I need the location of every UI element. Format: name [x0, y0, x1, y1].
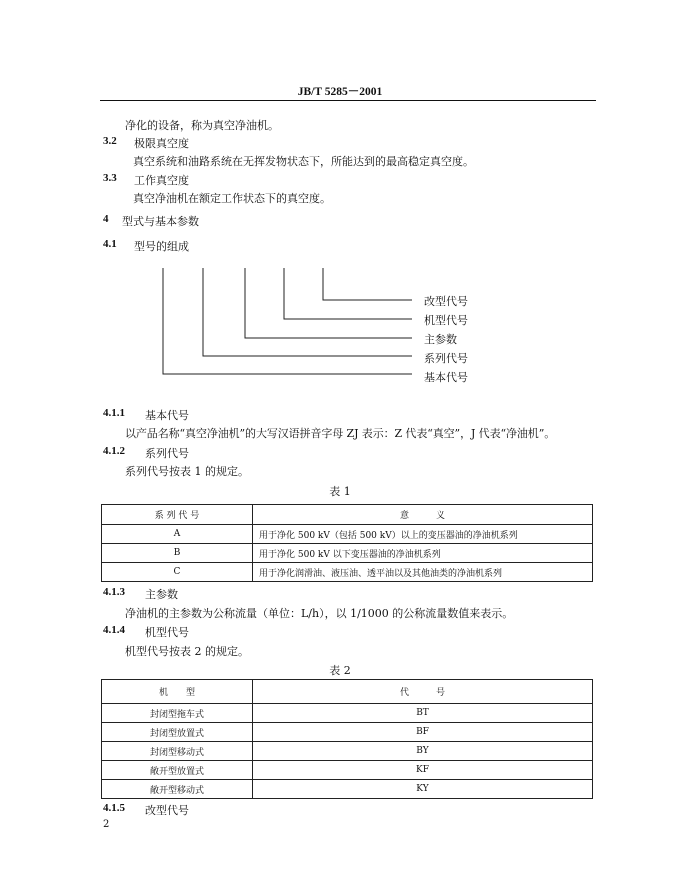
bracket-line-basic — [163, 268, 412, 374]
table-cell: 用于净化 500 kV（包括 500 kV）以上的变压器油的净油机系列 — [253, 525, 593, 544]
section-number-4-1-3: 4.1.3 — [103, 586, 125, 598]
section-number-4-1-5: 4.1.5 — [103, 802, 125, 814]
section-text-3-3: 真空净油机在额定工作状态下的真空度。 — [133, 192, 331, 205]
table-2-header-row — [102, 680, 593, 704]
bracket-line-series — [203, 268, 412, 356]
paragraph-continuation: 净化的设备，称为真空净油机。 — [125, 119, 279, 132]
section-title-3-2: 极限真空度 — [134, 137, 189, 150]
diagram-label-main-parameter: 主参数 — [424, 333, 457, 346]
section-title-4-1-1: 基本代号 — [145, 409, 189, 422]
table-1 — [101, 504, 593, 582]
section-text-4-1-1: 以产品名称“真空净油机”的大写汉语拼音字母 ZJ 表示：Z 代表“真空”，J 代表“净油机”。 — [125, 427, 556, 440]
table-row — [102, 761, 593, 780]
table-cell: 封闭型拖车式 — [102, 704, 253, 723]
section-number-4: 4 — [103, 213, 109, 225]
table-cell: BT — [253, 704, 593, 723]
table-cell: B — [102, 544, 253, 563]
table-2 — [101, 679, 593, 799]
table-2-header-cell: 机 型 — [102, 680, 253, 704]
table-row — [102, 704, 593, 723]
table-cell: 用于净化润滑油、液压油、透平油以及其他油类的净油机系列 — [253, 563, 593, 582]
table-cell: 敞开型放置式 — [102, 761, 253, 780]
page-header: JB/T 5285－2001 — [297, 86, 383, 98]
table-cell: A — [102, 525, 253, 544]
section-number-4-1-2: 4.1.2 — [103, 445, 125, 457]
section-title-4-1-5: 改型代号 — [145, 804, 189, 817]
table-row — [102, 742, 593, 761]
table-cell: C — [102, 563, 253, 582]
table-cell: 用于净化 500 kV 以下变压器油的净油机系列 — [253, 544, 593, 563]
table-row — [102, 563, 593, 582]
section-text-4-1-2: 系列代号按表 1 的规定。 — [125, 465, 249, 478]
table-row — [102, 544, 593, 563]
section-number-3-3: 3.3 — [103, 172, 117, 184]
table-1-header-cell: 系 列 代 号 — [102, 505, 253, 525]
section-title-4-1-3: 主参数 — [145, 588, 178, 601]
section-number-4-1-1: 4.1.1 — [103, 407, 125, 419]
table-cell: 敞开型移动式 — [102, 780, 253, 799]
diagram-label-basic-code: 基本代号 — [424, 371, 468, 384]
table-1-caption: 表 1 — [329, 485, 351, 498]
table-row — [102, 723, 593, 742]
section-text-4-1-4: 机型代号按表 2 的规定。 — [125, 645, 249, 658]
section-number-4-1: 4.1 — [103, 238, 117, 250]
bracket-line-machine — [284, 268, 412, 319]
section-number-4-1-4: 4.1.4 — [103, 624, 125, 636]
section-title-4-1: 型号的组成 — [134, 240, 189, 253]
diagram-label-modification-code: 改型代号 — [424, 295, 468, 308]
table-1-header-cell: 意 义 — [253, 505, 593, 525]
table-2-caption: 表 2 — [329, 664, 351, 677]
table-1-header-row — [102, 505, 593, 525]
bracket-line-modification — [323, 268, 412, 300]
section-number-3-2: 3.2 — [103, 135, 117, 147]
table-cell: KF — [253, 761, 593, 780]
section-title-3-3: 工作真空度 — [134, 174, 189, 187]
table-cell: 封闭型移动式 — [102, 742, 253, 761]
bracket-line-main-param — [245, 268, 412, 338]
header-rule — [100, 100, 596, 101]
table-2-header-cell: 代 号 — [253, 680, 593, 704]
table-row — [102, 525, 593, 544]
section-text-3-2: 真空系统和油路系统在无挥发物状态下，所能达到的最高稳定真空度。 — [133, 155, 474, 168]
diagram-label-series-code: 系列代号 — [424, 352, 468, 365]
table-row — [102, 780, 593, 799]
page-number: 2 — [103, 819, 110, 830]
diagram-label-machine-code: 机型代号 — [424, 314, 468, 327]
table-cell: BY — [253, 742, 593, 761]
section-text-4-1-3: 净油机的主参数为公称流量（单位：L/h），以 1/1000 的公称流量数值来表示。 — [125, 607, 514, 620]
section-title-4: 型式与基本参数 — [122, 215, 199, 228]
section-title-4-1-2: 系列代号 — [145, 447, 189, 460]
table-cell: KY — [253, 780, 593, 799]
table-cell: 封闭型放置式 — [102, 723, 253, 742]
section-title-4-1-4: 机型代号 — [145, 626, 189, 639]
table-cell: BF — [253, 723, 593, 742]
